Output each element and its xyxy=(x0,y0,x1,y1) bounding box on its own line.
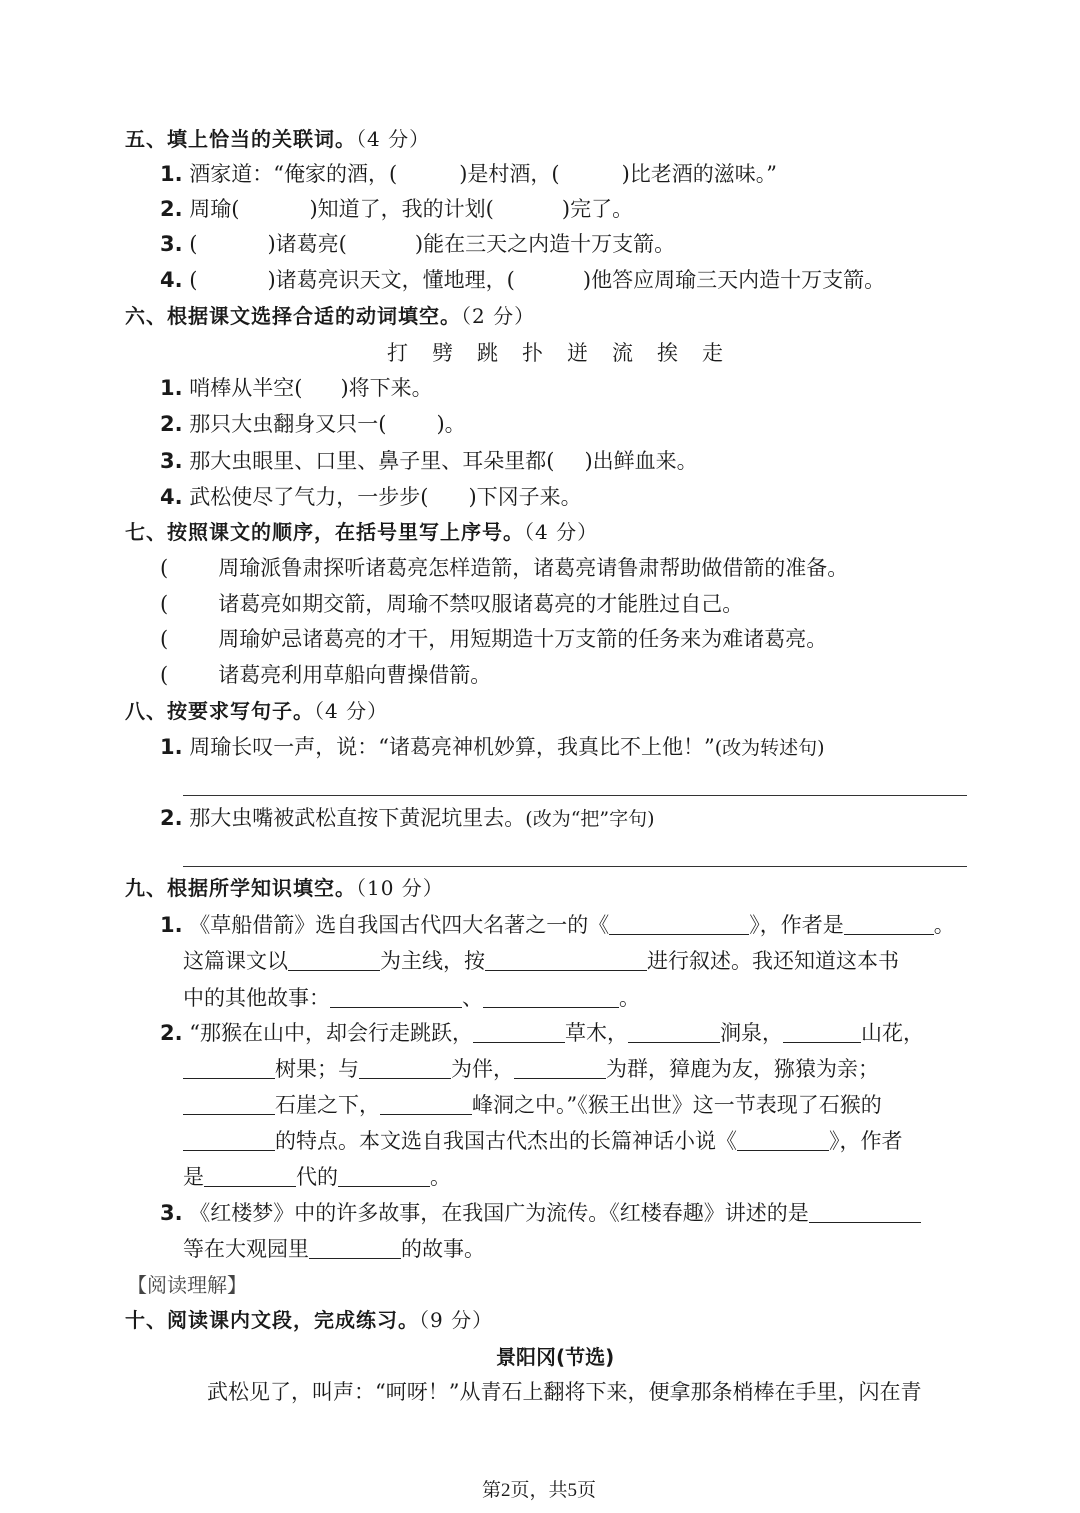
s8-question-1: 1. 周瑜长叹一声，说：“诸葛亮神机妙算，我真比不上他！”(改为转述句) xyxy=(160,735,825,759)
passage-text: 武松见了，叫声：“呵呀！”从青石上翻将下来，便拿那条梢棒在手里，闪在青 xyxy=(207,1380,922,1404)
reading-comprehension-tag: 【阅读理解】 xyxy=(127,1273,247,1297)
verb-option: 迸 xyxy=(567,341,588,365)
fill-blank[interactable] xyxy=(809,1200,921,1223)
answer-line[interactable] xyxy=(183,866,967,867)
s8-question-2: 2. 那大虫嘴被武松直按下黄泥坑里去。(改为“把”字句) xyxy=(160,806,655,830)
fill-blank[interactable] xyxy=(485,948,647,971)
order-item: ( 诸葛亮利用草船向曹操借箭。 xyxy=(160,663,492,687)
verb-option: 流 xyxy=(612,341,633,365)
verb-option: 挨 xyxy=(657,341,678,365)
passage-title: 景阳冈(节选) xyxy=(496,1345,615,1369)
verb-option: 跳 xyxy=(477,341,498,365)
fill-blank[interactable] xyxy=(609,912,749,935)
s5-question-2: 2. 周瑜( )知道了，我的计划( )完了。 xyxy=(160,197,634,221)
s9-q2-line2: 树果；与 为伴， 为群，獐鹿为友，猕猿为亲； xyxy=(183,1054,879,1084)
fill-blank[interactable] xyxy=(473,1020,565,1043)
section-10-heading: 十、阅读课内文段，完成练习。（9 分） xyxy=(125,1308,494,1332)
fill-blank[interactable] xyxy=(330,985,462,1008)
fill-blank[interactable] xyxy=(183,1056,275,1079)
verb-option: 走 xyxy=(702,341,723,365)
fill-blank[interactable] xyxy=(628,1020,720,1043)
s5-question-1: 1. 酒家道：“俺家的酒，( )是村酒，( )比老酒的滋味。” xyxy=(160,162,778,186)
s9-q1-line1: 1. 《草船借箭》选自我国古代四大名著之一的《 》，作者是 。 xyxy=(160,913,955,937)
section-7-heading: 七、按照课文的顺序，在括号里写上序号。（4 分） xyxy=(125,520,599,544)
fill-blank[interactable] xyxy=(204,1164,296,1187)
fill-blank[interactable] xyxy=(844,912,934,935)
s6-question-4: 4. 武松使尽了气力，一步步( )下冈子来。 xyxy=(160,485,582,509)
verb-option: 扑 xyxy=(522,341,543,365)
fill-blank[interactable] xyxy=(483,985,619,1008)
fill-blank[interactable] xyxy=(309,1236,401,1259)
fill-blank[interactable] xyxy=(183,1128,275,1151)
s6-question-3: 3. 那大虫眼里、口里、鼻子里、耳朵里都( )出鲜血来。 xyxy=(160,449,698,473)
s5-question-3: 3. ( )诸葛亮( )能在三天之内造十万支箭。 xyxy=(160,232,676,256)
fill-blank[interactable] xyxy=(514,1056,606,1079)
section-9-heading: 九、根据所学知识填空。（10 分） xyxy=(125,876,444,900)
s9-q2-line5: 是 代的 。 xyxy=(183,1165,451,1189)
s9-q1-line2: 这篇课文以 为主线，按 进行叙述。我还知道这本书 xyxy=(183,949,899,973)
fill-blank[interactable] xyxy=(338,1164,430,1187)
s6-question-2: 2. 那只大虫翻身又只一( )。 xyxy=(160,412,466,436)
s9-q2-line1: 2. “那猴在山中，却会行走跳跃， 草木， 涧泉， 山花， xyxy=(160,1021,925,1045)
s9-q3-line2: 等在大观园里 的故事。 xyxy=(183,1237,485,1261)
s6-question-1: 1. 哨棒从半空( )将下来。 xyxy=(160,376,433,400)
fill-blank[interactable] xyxy=(783,1020,861,1043)
fill-blank[interactable] xyxy=(380,1092,472,1115)
fill-blank[interactable] xyxy=(288,948,380,971)
verb-option: 打 xyxy=(387,341,408,365)
s9-q2-line3: 石崖之下， 峰洞之中。”《猴王出世》这一节表现了石猴的 xyxy=(183,1090,882,1120)
s9-q1-line3: 中的其他故事： 、 。 xyxy=(183,986,640,1010)
page-number: 第2页，共5页 xyxy=(482,1480,597,1501)
s9-q2-line4: 的特点。本文选自我国古代杰出的长篇神话小说《 》，作者 xyxy=(183,1126,903,1156)
s5-question-4: 4. ( )诸葛亮识天文，懂地理，( )他答应周瑜三天内造十万支箭。 xyxy=(160,268,886,292)
fill-blank[interactable] xyxy=(737,1128,829,1151)
s9-q3-line1: 3. 《红楼梦》中的许多故事，在我国广为流传。《红楼春趣》讲述的是 xyxy=(160,1198,921,1228)
order-item: ( 周瑜妒忌诸葛亮的才干，用短期造十万支箭的任务来为难诸葛亮。 xyxy=(160,627,828,651)
section-5-heading: 五、填上恰当的关联词。（4 分） xyxy=(125,127,431,151)
fill-blank[interactable] xyxy=(359,1056,451,1079)
verb-options xyxy=(375,338,735,368)
order-item: ( 周瑜派鲁肃探听诸葛亮怎样造箭，诸葛亮请鲁肃帮助做借箭的准备。 xyxy=(160,556,849,580)
answer-line[interactable] xyxy=(183,795,967,796)
order-item: ( 诸葛亮如期交箭，周瑜不禁叹服诸葛亮的才能胜过自己。 xyxy=(160,592,744,616)
verb-option: 劈 xyxy=(432,341,453,365)
section-8-heading: 八、按要求写句子。（4 分） xyxy=(125,699,389,723)
section-6-heading: 六、根据课文选择合适的动词填空。（2 分） xyxy=(125,304,536,328)
fill-blank[interactable] xyxy=(183,1092,275,1115)
